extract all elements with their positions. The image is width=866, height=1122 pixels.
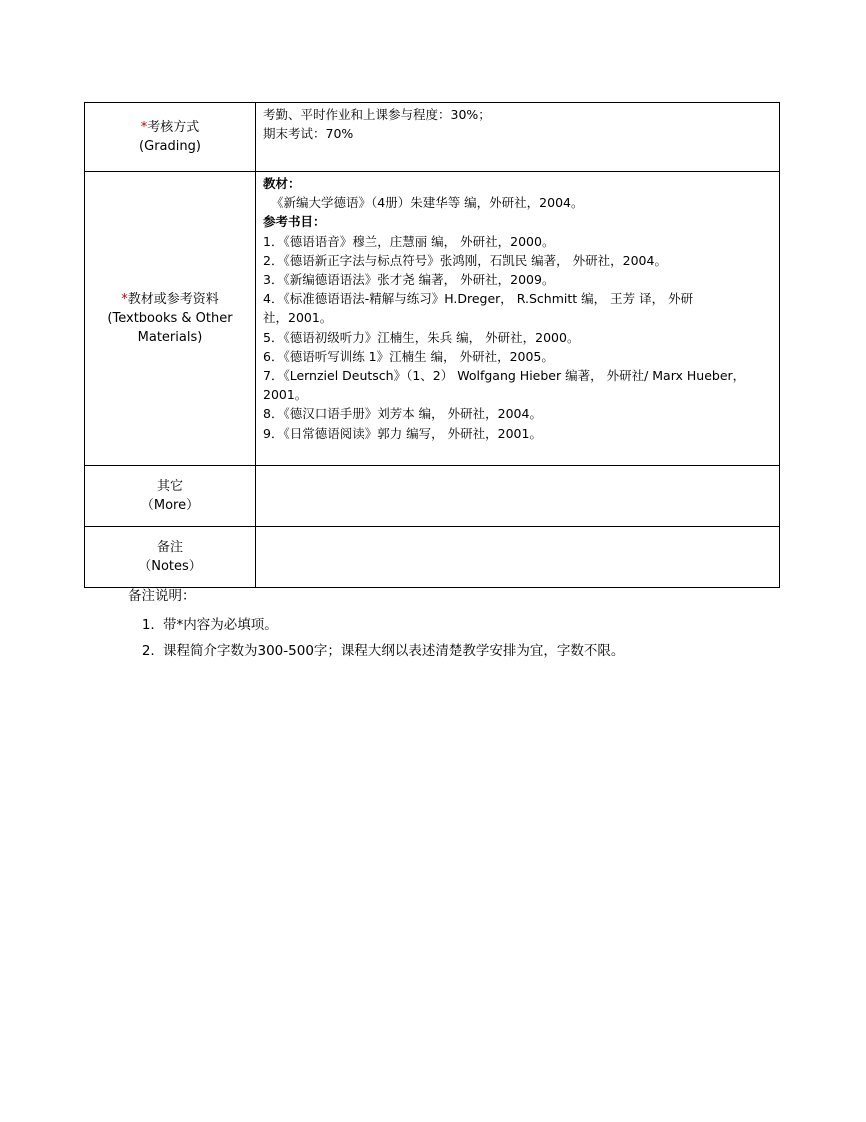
more-row: [85, 466, 780, 527]
required-star: *: [121, 292, 128, 307]
remarks-item: 2. 课程简介字数为300-500字；课程大纲以表述清楚教学安排为宜，字数不限。: [159, 641, 624, 661]
more-label-cell: [85, 466, 256, 527]
reference-item-continued: 社，2001。: [263, 310, 333, 326]
textbook-heading: 教材：: [263, 176, 301, 191]
grading-content-cell: [256, 103, 780, 172]
reference-item: 6．《德语听写训练 1》江楠生 编， 外研社，2005。: [263, 348, 554, 364]
reference-item: 3．《新编德语语法》张才尧 编著， 外研社，2009。: [263, 272, 555, 288]
reference-item: 8．《德汉口语手册》刘芳本 编， 外研社，2004。: [263, 406, 542, 422]
materials-label-en-1: (Textbooks & Other: [107, 311, 233, 326]
reference-item: 2．《德语新正字法与标点符号》张鸿刚，石凯民 编著， 外研社，2004。: [263, 252, 667, 268]
grading-label-en: (Grading): [139, 139, 201, 154]
notes-label-cell: [85, 527, 256, 588]
remarks-item: 1. 带*内容为必填项。: [159, 615, 624, 635]
reference-item: 4．《标准德语语法-精解与练习》H.Dreger， R.Schmitt 编， 王芳 译， 外研: [263, 291, 694, 307]
more-label-en: （More）: [140, 498, 200, 513]
reference-item: 5．《德语初级听力》江楠生，朱兵 编， 外研社，2000。: [263, 329, 580, 345]
materials-label-cn: *教材或参考资料: [121, 292, 219, 307]
materials-label-cell: [85, 172, 256, 466]
remarks-title: 备注说明：: [128, 588, 196, 604]
reference-item: 7．《Lernziel Deutsch》（1、2） Wolfgang Hieber 编著， 外研社/ Marx Hueber，: [263, 368, 746, 384]
notes-row: [85, 527, 780, 588]
reference-item: 9．《日常德语阅读》郭力 编写， 外研社，2001。: [263, 425, 542, 441]
grading-label-cell: [85, 103, 256, 172]
more-content-cell: [256, 466, 780, 527]
grading-label-cn: *考核方式: [140, 120, 200, 135]
materials-label-en-2: Materials): [137, 330, 203, 345]
materials-content-cell: [256, 172, 780, 466]
more-label-cn: 其它: [156, 479, 183, 494]
textbook-entry: 《新编大学德语》（4册）朱建华等 编，外研社，2004。: [271, 195, 584, 211]
reference-heading: 参考书目：: [263, 214, 326, 230]
syllabus-table: [84, 102, 780, 588]
notes-label-cn: 备注: [156, 540, 183, 555]
remarks-list: [128, 615, 624, 661]
grading-line-attendance: 考勤、平时作业和上课参与程度：30%；: [263, 107, 491, 122]
notes-label-en: （Notes）: [138, 559, 202, 574]
notes-content-cell: [256, 527, 780, 588]
reference-item: 1．《德语语音》穆兰，庄慧丽 编， 外研社，2000。: [263, 233, 555, 249]
remarks-section: [128, 586, 624, 667]
materials-row: [85, 172, 780, 466]
grading-line-final-exam: 期末考试：70%: [263, 126, 354, 142]
required-star: *: [140, 120, 148, 135]
reference-item-continued: 2001。: [263, 387, 308, 403]
grading-row: [85, 103, 780, 172]
